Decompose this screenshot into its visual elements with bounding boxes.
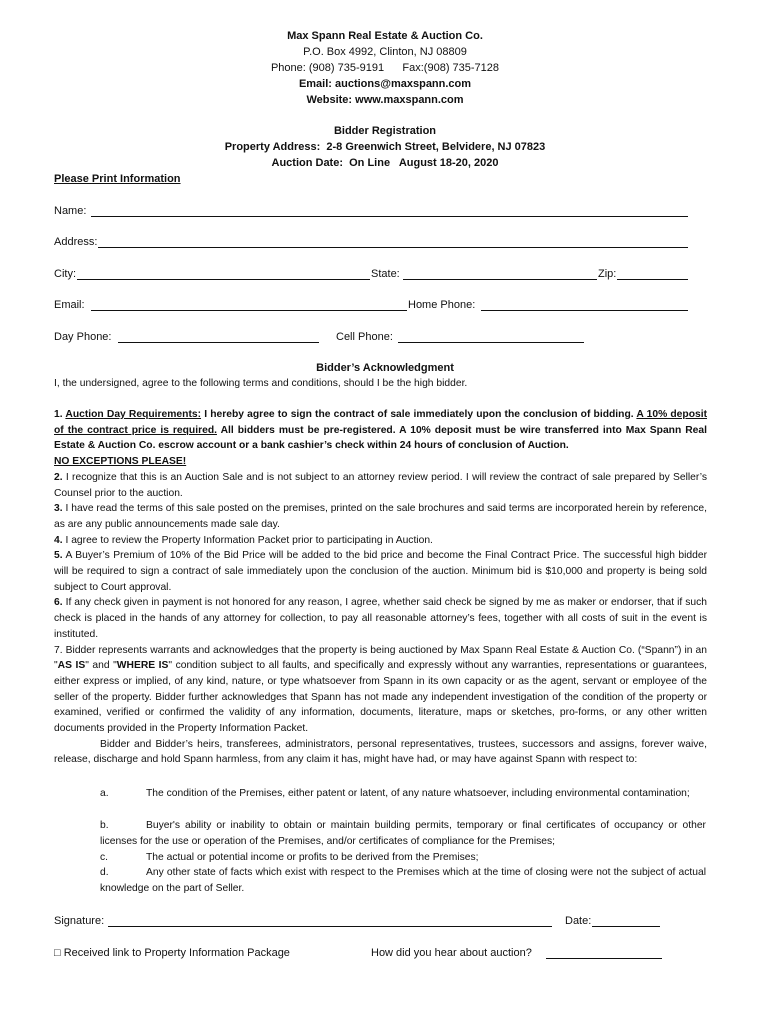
release-item-d xyxy=(100,865,706,896)
term-2 xyxy=(54,470,707,501)
term-7 xyxy=(54,643,707,737)
hear-about-field[interactable] xyxy=(546,958,662,959)
company-name: Max Spann Real Estate & Auction Co. xyxy=(287,30,483,42)
term-7-text-b: " and " xyxy=(85,660,117,672)
city-field[interactable] xyxy=(77,279,370,280)
date-field[interactable] xyxy=(592,926,660,927)
state-label: State: xyxy=(371,268,400,280)
date-label: Date: xyxy=(565,915,592,927)
term-3-text: I have read the terms of this sale posted on the premises, printed on the sale brochures and said terms are incorporated herein by reference, as are any public announcements made sale day. xyxy=(54,503,707,530)
term-1-text-a: I hereby agree to sign the contract of sale immediately upon the conclusion of bidding. xyxy=(204,409,634,420)
release-item-c xyxy=(100,850,706,866)
term-1-text-c: All bidders must be pre-registered. A 10% deposit must be wire transferred into Max Spann Real Estate & Auction Co. escrow account or a bank cashier’s check within 24 hours of conclusion of Auction. xyxy=(54,424,707,452)
term-6-text: If any check given in payment is not honored for any reason, I agree, whether said check be signed by me as maker or endorser, that if such check is placed in the hands of any attorney for collection, to pay all reasonable attorney’s fees, together with all costs of suit in the event is instituted. xyxy=(54,597,707,640)
term-7-as-is: AS IS xyxy=(57,660,86,672)
cell-phone-field[interactable] xyxy=(398,342,584,343)
release-item-c-text: The actual or potential income or profits to be derived from the Premises; xyxy=(146,852,479,863)
term-1-deposit: A 10% deposit of the contract price is required. xyxy=(54,409,708,436)
release-paragraph: Bidder and Bidder’s heirs, transferees, administrators, personal representatives, trustees, successors and assigns, forever waive, release, discharge and hold Spann harmless, from any claim it has, might have had, or may have against Spann with respect to: xyxy=(54,738,707,766)
term-7-text-a: Bidder represents warrants and acknowledges that the property is being auctioned by Max Spann Real Estate & Auction Co. (“Spann”) in an " xyxy=(54,644,707,672)
term-4-text: I agree to review the Property Information Packet prior to participating in Auction. xyxy=(65,534,433,546)
release-item-c-label: c. xyxy=(100,852,109,863)
release-item-a-text: The condition of the Premises, either patent or latent, of any nature whatsoever, including environmental contamination; xyxy=(146,788,690,799)
auction-date: Auction Date: On Line August 18-20, 2020 xyxy=(271,157,499,169)
term-5-text: A Buyer’s Premium of 10% of the Bid Price will be added to the bid price and become the Final Contract Price. The successful high bidder will be required to sign a contract of sale immediately upon the conclusion of the auction. Minimum bid is $10,000 and property is being sold subject to Court approval. xyxy=(54,550,707,593)
company-website: Website: www.maxspann.com xyxy=(306,94,464,106)
day-phone-field[interactable] xyxy=(118,342,319,343)
name-field[interactable] xyxy=(91,216,688,217)
term-1 xyxy=(54,407,707,470)
term-2-text: I recognize that this is an Auction Sale and is not subject to an attorney review period. I will review the contract of sale prepared by Seller’s Counsel prior to the auction. xyxy=(54,471,707,499)
release-item-a-label: a. xyxy=(100,788,109,799)
term-6-number: 6. xyxy=(54,597,63,609)
signature-label: Signature: xyxy=(54,915,105,927)
term-7-text-c: " condition subject to all faults, and specifically and expressly without any warranties, representations or guarantees, either express or implied, of any kind, nature, or type whatsoever from Spann in its own capacity or as the agent, servant or employee of the seller of the property. Bidder further acknowledges that Spann has not made any independent investigation of the condition of the property or examined, verified or confirmed the validity of any information, documents, literature, maps or sketches, pro-forms, or any other written documents provided in the Property Information Packet. xyxy=(54,660,707,735)
term-4 xyxy=(54,533,707,549)
acknowledgment-intro: I, the undersigned, agree to the following terms and conditions, should I be the high bidder. xyxy=(54,378,468,389)
term-6 xyxy=(54,595,707,642)
print-info-heading: Please Print Information xyxy=(54,173,181,185)
day-phone-label: Day Phone: xyxy=(54,331,112,343)
zip-label: Zip: xyxy=(598,268,617,280)
term-7-number: 7. xyxy=(54,644,63,656)
hear-about-label: How did you hear about auction? xyxy=(371,947,532,959)
term-1-heading: Auction Day Requirements: xyxy=(65,409,202,420)
term-7-where-is: WHERE IS xyxy=(116,660,169,672)
company-email: Email: auctions@maxspann.com xyxy=(298,78,472,90)
release-item-b-label: b. xyxy=(100,820,109,831)
company-phone-fax: Phone: (908) 735-9191 Fax:(908) 735-7128 xyxy=(270,62,500,74)
home-phone-label: Home Phone: xyxy=(408,299,476,311)
cell-phone-label: Cell Phone: xyxy=(336,331,393,343)
acknowledgment-title: Bidder’s Acknowledgment xyxy=(316,362,454,374)
home-phone-field[interactable] xyxy=(481,310,688,311)
release-item-b-text: Buyer's ability or inability to obtain or maintain building permits, temporary or final certificates of occupancy or other licenses for the use or operation of the Premises, and/or certificates of compliance for the Premises; xyxy=(100,820,706,847)
company-po-box: P.O. Box 4992, Clinton, NJ 08809 xyxy=(303,46,467,58)
state-field[interactable] xyxy=(403,279,597,280)
address-label: Address: xyxy=(54,236,98,248)
document-title: Bidder Registration xyxy=(333,125,437,137)
email-field[interactable] xyxy=(91,310,407,311)
property-address: Property Address: 2-8 Greenwich Street, Belvidere, NJ 07823 xyxy=(224,141,546,153)
term-3 xyxy=(54,501,707,532)
signature-field[interactable] xyxy=(108,926,552,927)
term-3-number: 3. xyxy=(54,503,63,515)
release-item-d-text: Any other state of facts which exist with respect to the Premises which at the time of closing were not the subject of actual knowledge on the part of Seller. xyxy=(100,867,706,894)
term-2-number: 2. xyxy=(54,471,63,483)
term-5-number: 5. xyxy=(54,550,63,562)
release-item-d-label: d. xyxy=(100,867,109,878)
term-1-no-exceptions: NO EXCEPTIONS PLEASE! xyxy=(54,456,187,468)
term-5 xyxy=(54,548,707,595)
email-label: Email: xyxy=(54,299,85,311)
zip-field[interactable] xyxy=(617,279,688,280)
terms-body xyxy=(54,407,707,768)
release-item-b xyxy=(100,818,706,849)
release-item-a xyxy=(100,786,706,802)
address-field[interactable] xyxy=(98,247,688,248)
name-label: Name: xyxy=(54,205,87,217)
city-label: City: xyxy=(54,268,76,280)
term-1-number: 1. xyxy=(54,409,63,420)
term-4-number: 4. xyxy=(54,534,63,546)
received-link-checkbox[interactable]: □ Received link to Property Information Package xyxy=(54,947,290,959)
